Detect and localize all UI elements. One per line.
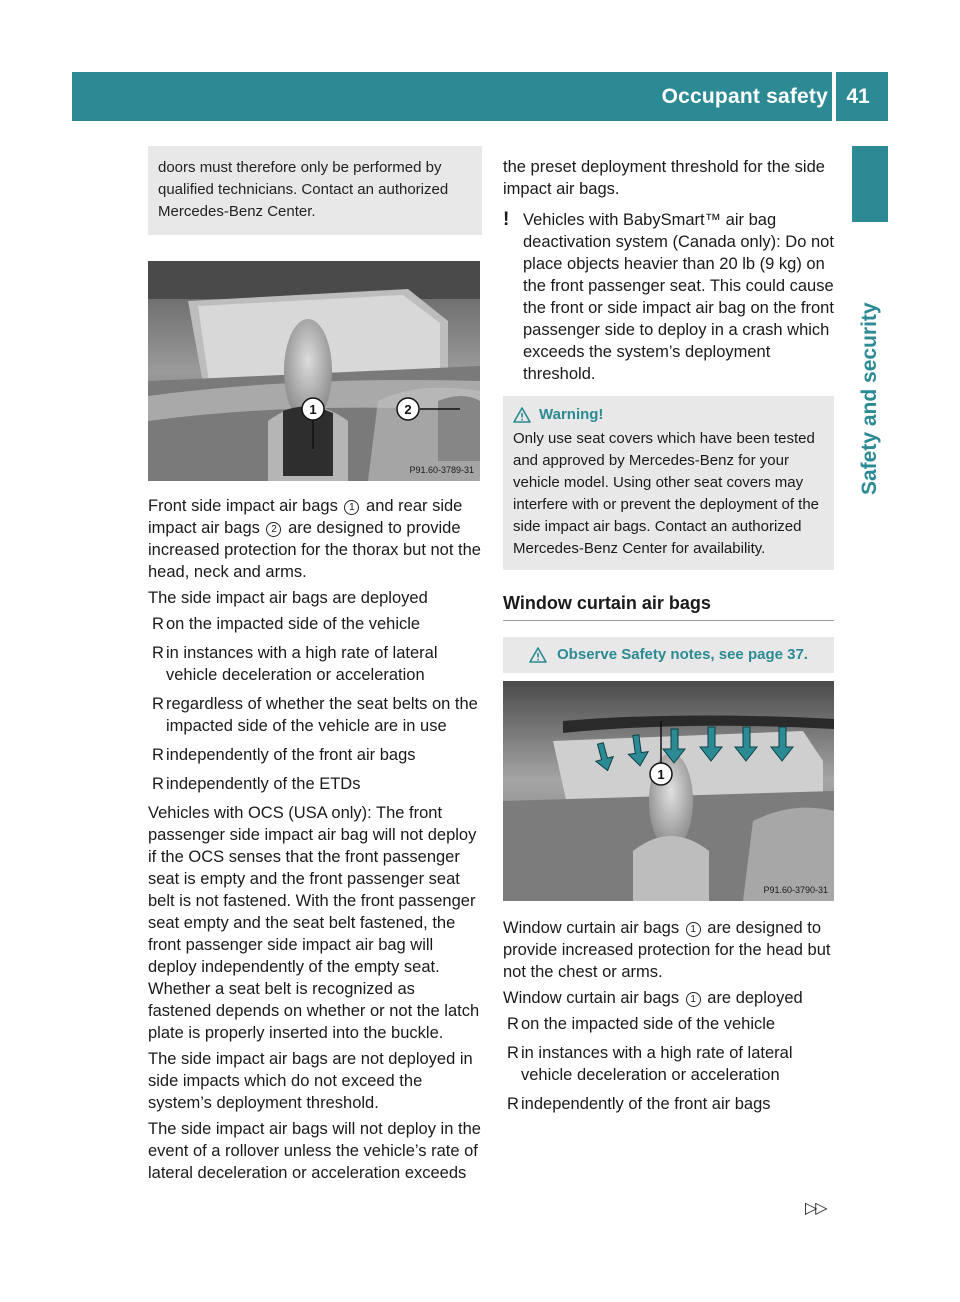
list-item: R on the impacted side of the vehicle	[152, 615, 421, 633]
figure-code: P91.60-3790-31	[763, 885, 828, 895]
figure-side-airbags	[148, 261, 480, 481]
warning-triangle-icon	[529, 647, 547, 663]
page-number: 41	[846, 85, 870, 108]
callout-2-label: 2	[404, 402, 412, 417]
right-column	[503, 146, 834, 1122]
paragraph-curtain-purpose: Window curtain air bags 1 are designed to provide increased protection for the head but not the chest or arms.	[503, 919, 831, 981]
callout-1-label: 1	[309, 402, 317, 417]
paragraph-threshold: The side impact air bags are not deployed in side impacts which do not exceed the system’s deployment threshold.	[148, 1050, 473, 1112]
list-item: R regardless of whether the seat belts on the impacted side of the vehicle are in use	[152, 695, 478, 735]
continued-note: doors must therefore only be performed by qualified technicians. Contact an authorized Mercedes-Benz Center.	[148, 146, 482, 235]
continue-arrows-icon: ▷▷	[805, 1200, 826, 1217]
paragraph-front-side-airbags: Front side impact air bags 1 and rear side impact air bags 2 are designed to provide increased protection for the thorax but not the head, neck and arms.	[148, 497, 481, 581]
list-item: R independently of the front air bags	[152, 746, 416, 764]
figure-code: P91.60-3789-31	[409, 465, 474, 475]
header-divider	[832, 72, 836, 121]
page-section-title: Occupant safety	[661, 85, 828, 108]
warning-text: Only use seat covers which have been tested and approved by Mercedes-Benz for your vehicle model. Using other seat covers may interfere with or prevent the deployment of the side impact air bags. Contact an authorized Mercedes-Benz Center for availability.	[513, 430, 820, 557]
figure-window-curtain-airbags	[503, 681, 834, 901]
list-item: R in instances with a high rate of lateral vehicle deceleration or acceleration	[152, 644, 438, 684]
callout-1: 1	[344, 500, 359, 515]
callout-1-label: 1	[657, 767, 665, 782]
callout-2: 2	[266, 522, 281, 537]
side-airbags-illustration	[148, 261, 480, 481]
list-item: R in instances with a high rate of lateral vehicle deceleration or acceleration	[507, 1044, 793, 1084]
list-item: R independently of the front air bags	[507, 1095, 771, 1113]
side-tab-marker	[852, 146, 888, 222]
callout-1: 1	[686, 922, 701, 937]
side-chapter-label: Safety and security	[858, 302, 881, 495]
paragraph-rollover: The side impact air bags will not deploy in the event of a rollover unless the vehicle’s rate of lateral deceleration or acceleration exceeds	[148, 1120, 481, 1182]
damage-notice-text: Vehicles with BabySmart™ air bag deactivation system (Canada only): Do not place objects heavier than 20 lb (9 kg) on the front passenger seat. This could cause the front or side impact air bag on the front passenger side to deploy in a crash which exceeds the system’s deployment threshold.	[523, 211, 834, 383]
exclamation-icon: !	[503, 209, 510, 230]
damage-notice	[503, 209, 834, 385]
paragraph-threshold-continued: the preset deployment threshold for the side impact air bags.	[503, 158, 825, 198]
safety-notes-reference: Observe Safety notes, see page 37.	[503, 637, 834, 673]
paragraph-deployed-intro: The side impact air bags are deployed	[148, 589, 428, 607]
warning-box	[503, 396, 834, 570]
callout-1: 1	[686, 992, 701, 1007]
section-heading: Window curtain air bags	[503, 592, 834, 621]
list-item: R on the impacted side of the vehicle	[507, 1015, 776, 1033]
curtain-conditions-list	[503, 1013, 834, 1115]
list-item: R independently of the ETDs	[152, 775, 361, 793]
left-column	[148, 146, 482, 1188]
deployment-conditions-list	[148, 613, 482, 795]
warning-title: Warning!	[539, 406, 604, 423]
paragraph-curtain-deployed: Window curtain air bags 1 are deployed	[503, 989, 803, 1007]
window-curtain-illustration	[503, 681, 834, 901]
warning-triangle-icon	[513, 407, 531, 423]
paragraph-ocs: Vehicles with OCS (USA only): The front passenger side impact air bag will not deploy if the OCS senses that the front passenger seat is empty and the front passenger seat belt is not fastened. With the front passenger seat empty and the seat belt fastened, the front passenger side impact air bag will deploy independently of the empty seat. Whether a seat belt is recognized as fastened depends on whether or not the latch plate is properly inserted into the buckle.	[148, 804, 480, 1042]
